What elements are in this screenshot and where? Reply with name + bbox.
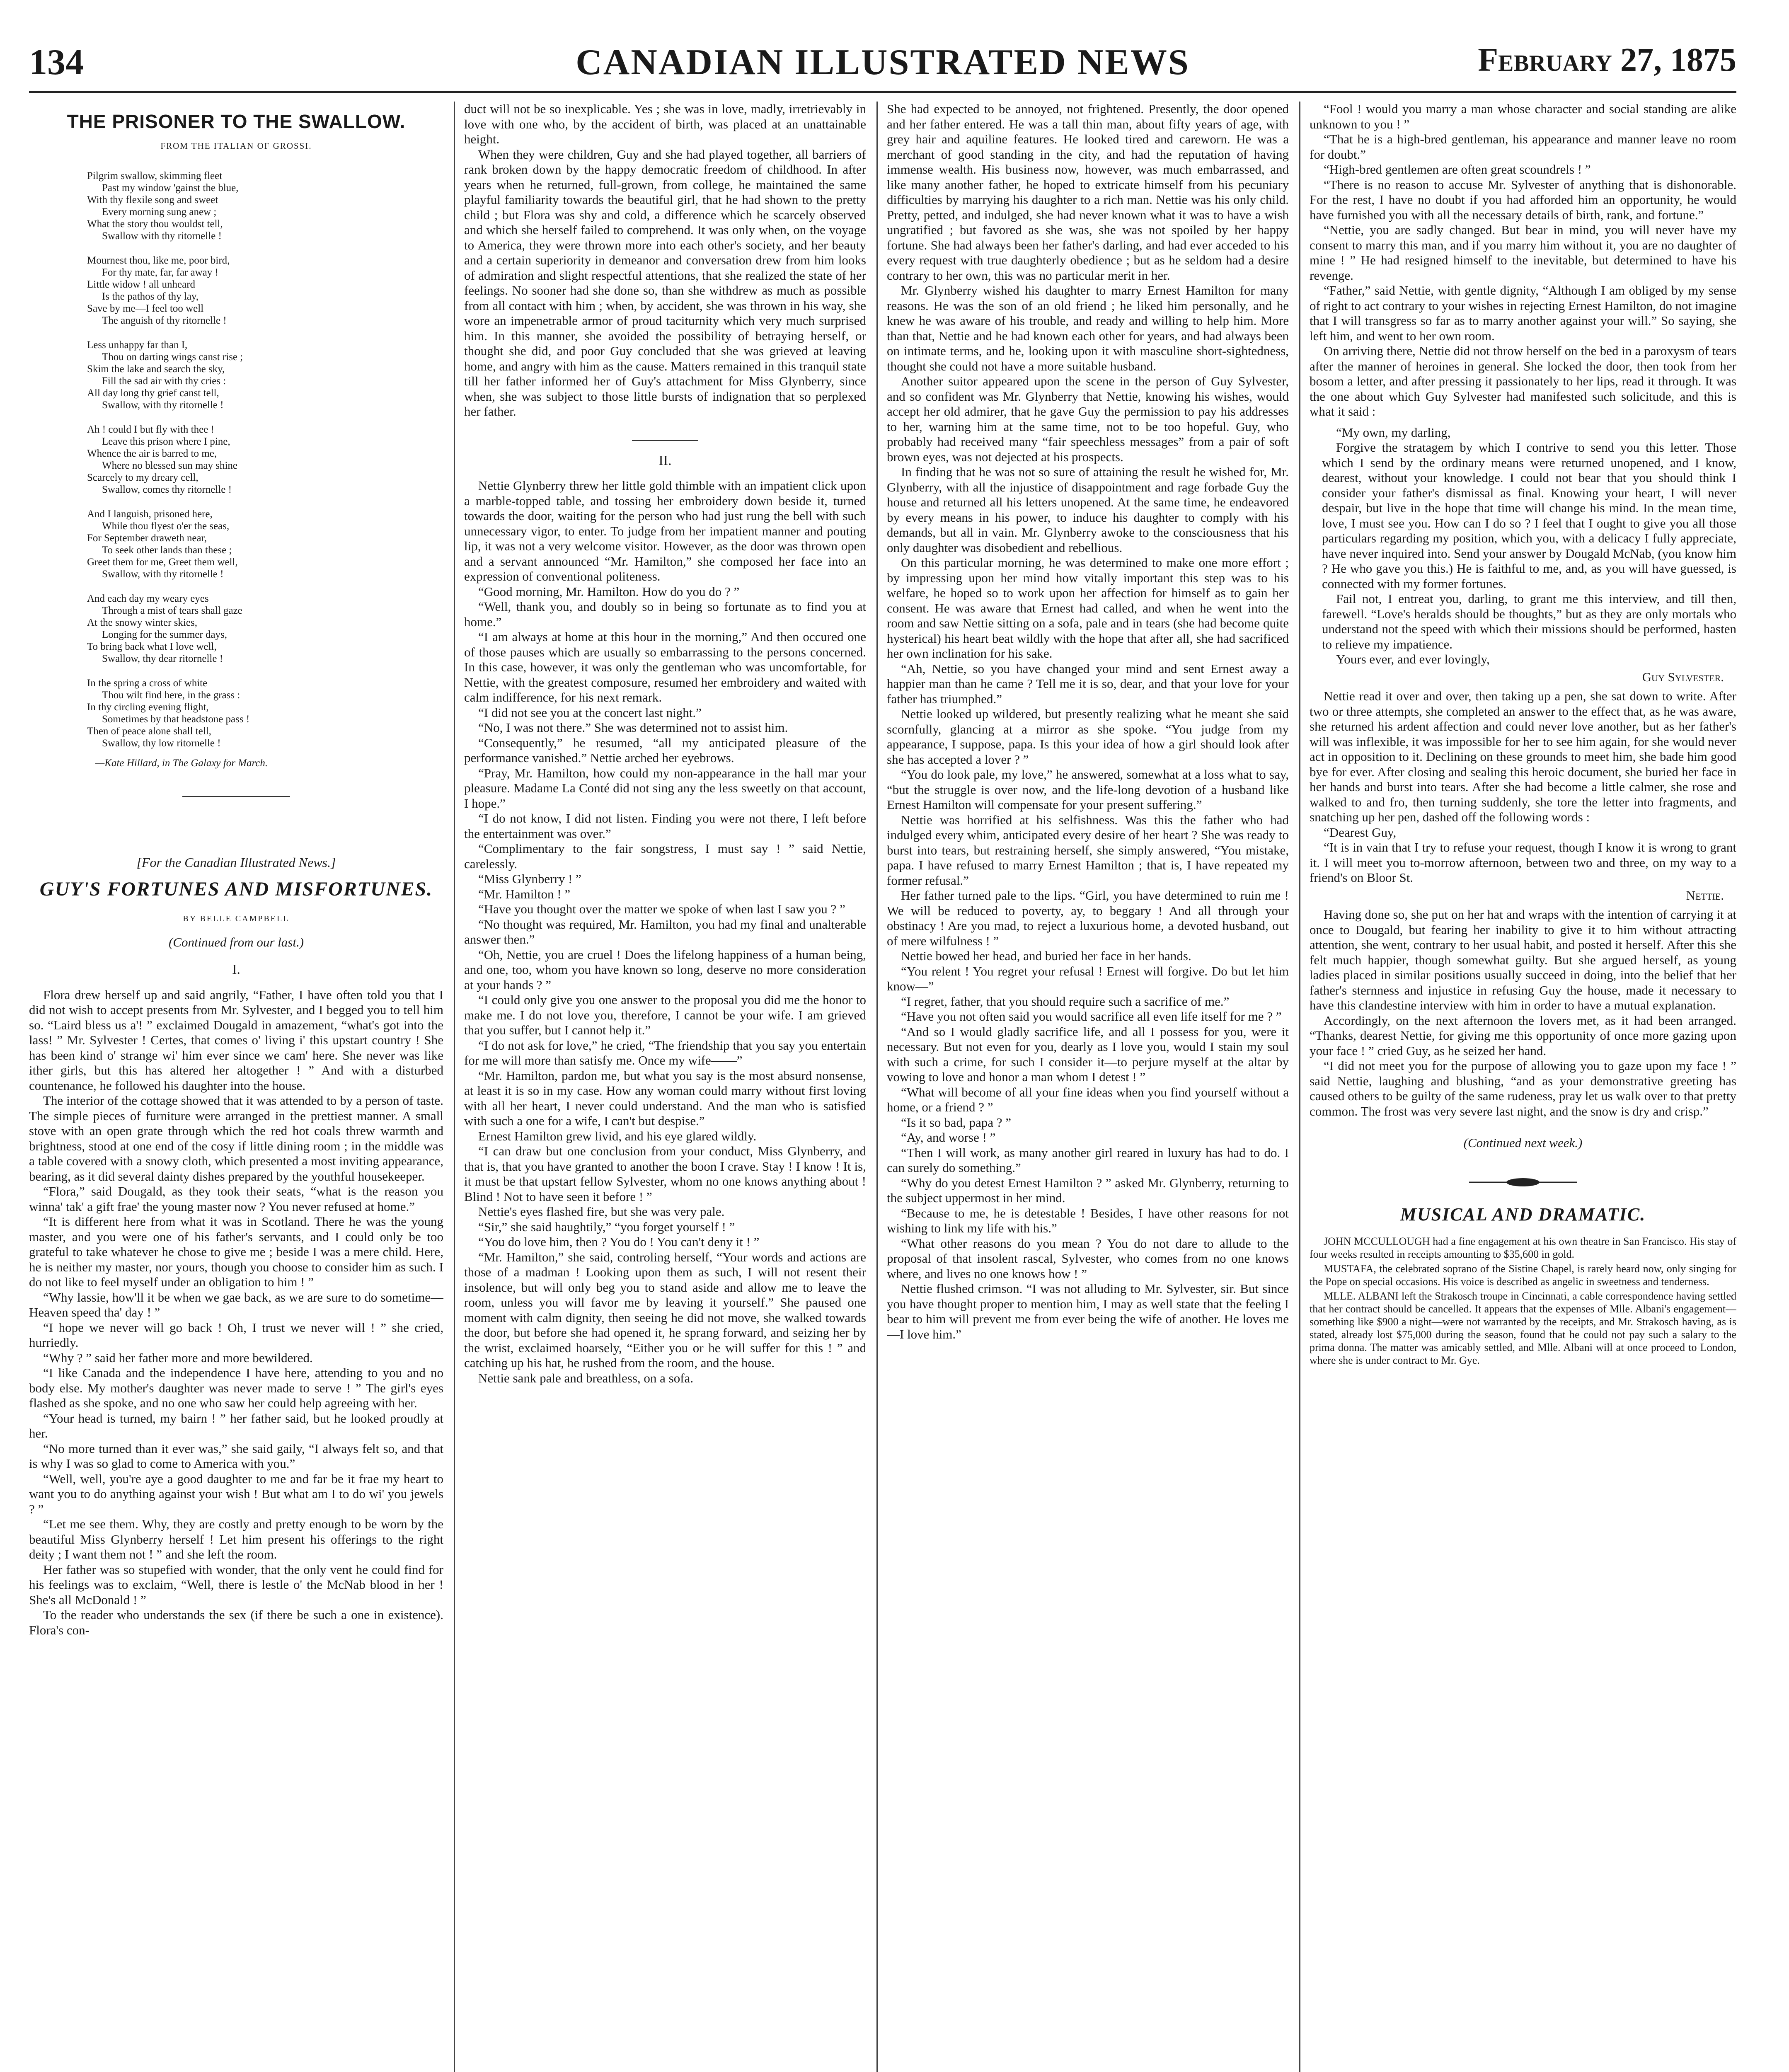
letter-signature: Guy Sylvester. bbox=[1642, 669, 1724, 684]
paragraph: “No more turned than it ever was,” she said gaily, “I always felt so, and that is why I was so glad to come to America with you.” bbox=[29, 1441, 443, 1471]
paragraph: Nettie looked up wildered, but presently realizing what he meant she said scornfully, glancing at a mirror as she spoke. “You judge from my appearance, I suppose, papa. Is this your idea of how a girl should look after she has accepted a lover ? ” bbox=[887, 707, 1289, 767]
paragraph: “I can draw but one conclusion from your conduct, Miss Glynberry, and that is, that you have granted to another the boon I crave. Stay ! I know ! It is, it must be that upstart fellow Sylvester, whom no one knows anything about ! Blind ! Not to have seen it before ! ” bbox=[464, 1144, 866, 1204]
paragraph: On this particular morning, he was determined to make one more effort ; by impressing upon her mind how vitally important this step was to his welfare, he hoped so to work upon her affection for himself as to gain her consent. He was aware that Ernest had called, and when he went into the room and saw Nettie sitting on a sofa, pale and in tears (she had become quite hysterical) his heart beat wildly with the hope that after all, she had sacrificed her own inclination for his sake. bbox=[887, 555, 1289, 661]
paragraph: Yours ever, and ever lovingly, bbox=[1336, 652, 1490, 666]
paragraph: “And so I would gladly sacrifice life, and all I possess for you, were it necessary. But not even for you, dearly as I love you, would I stain my soul with such a crime, for such I consider it—to perjure myself at the altar by vowing to love and honor a man whom I detest ! ” bbox=[887, 1024, 1289, 1084]
paragraph: “No thought was required, Mr. Hamilton, you had my final and unalterable answer then.” bbox=[464, 917, 866, 946]
paragraph: “Why do you detest Ernest Hamilton ? ” asked Mr. Glynberry, returning to the subject uppermost in her mind. bbox=[887, 1175, 1289, 1205]
poem-credit: —Kate Hillard, in The Galaxy for March. bbox=[95, 758, 268, 769]
paragraph: On arriving there, Nettie did not throw herself on the bed in a paroxysm of tears after the manner of heroines in general. She locked the door, then took from her bosom a letter, and after pressing it passionately to her lips, read it through. It was the one about which Guy Sylvester had manifested such solicitude, and this is what it said : bbox=[1310, 344, 1736, 419]
paragraph: “Mr. Hamilton, pardon me, but what you say is the most absurd nonsense, at least it is so in my case. How any woman could marry without first loving with all her heart, I never could understand. And the man who is satisfied with such a one for a wife, I can't but despise.” bbox=[464, 1068, 866, 1128]
note-signature: Nettie. bbox=[1686, 888, 1724, 903]
poem-line: And each day my weary eyes bbox=[87, 593, 209, 604]
poem-stanza bbox=[29, 424, 443, 496]
paragraph: “I hope we never will go back ! Oh, I trust we never will ! ” she cried, hurriedly. bbox=[29, 1320, 443, 1350]
paragraph: “That he is a high-bred gentleman, his appearance and manner leave no room for doubt.” bbox=[1310, 132, 1736, 162]
guy-letter bbox=[1322, 425, 1736, 667]
poem-line: Thou on darting wings canst rise ; bbox=[102, 351, 243, 363]
paragraph: Fail not, I entreat you, darling, to grant me this interview, and till then, farewell. “Love's heralds should be thoughts,” but as they are only mortals who understand not the speed with which their missions should be performed, hasten to relieve my impatience. bbox=[1322, 591, 1736, 651]
paragraph: MUSTAFA, the celebrated soprano of the Sistine Chapel, is rarely heard now, only singing for the Pope on special occasions. His voice is described as angelic in sweetness and tenderness. bbox=[1310, 1262, 1736, 1288]
paragraph: When they were children, Guy and she had played together, all barriers of rank broken down by the happy democratic freedom of childhood. In after years when he returned, full-grown, from college, he maintained the same playful familiarity towards the beautiful girl, that he had shown to the pretty child ; but Flora was shy and cold, a difference which he scarcely observed and which she herself failed to comprehend. It was only when, on the voyage to America, they were thrown more into each other's society, and her beauty and a certain superiority in demeanor and conversation drew from him looks of admiration and slight respectful attentions, that she realized the state of her feelings. No sooner had she done so, than she withdrew as much as possible from all contact with him ; when, by accident, she was thrown in his way, she wore an impenetrable armor of proud taciturnity which very much surprised him. In this manner, she avoided the possibility of betraying herself, or thought she did, and poor Guy concluded that she was grieved at leaving home, and angry with him as the cause. Matters remained in this tranquil state till her father informed her of Guy's attachment for Miss Glynberry, since when, she was subject to those little bursts of indignation that so perplexed her father. bbox=[464, 147, 866, 419]
story-text-col3 bbox=[887, 102, 1289, 1342]
paragraph: “Sir,” she said haughtily,” “you forget yourself ! ” bbox=[478, 1219, 735, 1234]
paragraph: “Complimentary to the fair songstress, I must say ! ” said Nettie, carelessly. bbox=[464, 841, 866, 871]
paragraph: “Good morning, Mr. Hamilton. How do you do ? ” bbox=[478, 584, 740, 599]
poem-line: Whence the air is barred to me, bbox=[87, 448, 217, 459]
poem-line: Pilgrim swallow, skimming fleet bbox=[87, 170, 223, 182]
ornament-divider bbox=[1310, 1176, 1736, 1191]
paragraph: “Because to me, he is detestable ! Besides, I have other reasons for not wishing to link my life with his.” bbox=[887, 1205, 1289, 1235]
poem-line: To bring back what I love well, bbox=[87, 641, 217, 652]
story-text-col4a bbox=[1310, 102, 1736, 419]
poem-title: THE PRISONER TO THE SWALLOW. bbox=[67, 111, 406, 132]
paragraph: “You do look pale, my love,” he answered, somewhat at a loss what to say, “but the struggle is over now, and the life-long devotion of a husband like Ernest Hamilton will compensate for your present suffering.” bbox=[887, 767, 1289, 812]
poem-line: Swallow with thy ritornelle ! bbox=[102, 230, 222, 242]
paragraph: “Mr. Hamilton ! ” bbox=[478, 886, 571, 901]
paragraph: “You do love him, then ? You do ! You can't deny it ! ” bbox=[478, 1234, 760, 1249]
poem-line: Less unhappy far than I, bbox=[87, 339, 188, 351]
story-text-col4b bbox=[1310, 689, 1736, 886]
paragraph: Flora drew herself up and said angrily, “Father, I have often told you that I did not wish to accept presents from Mr. Sylvester, and I begged you to tell him so. “Laird bless us a'! ” exclaimed Dougald in amazement, “what's got into the lass! ” Mr. Sylvester ! Certes, that comes o' living i' this upstart country ! She has been kind o' strange wi' him ever since we cam' here. She never was like ither girls, but this has altered her altogether ! ” And with a disturbed countenance, he followed his daughter into the house. bbox=[29, 987, 443, 1093]
poem-line: Swallow, with thy ritornelle ! bbox=[102, 399, 224, 411]
poem-line: What the story thou wouldst tell, bbox=[87, 218, 223, 230]
paragraph: “Nettie, you are sadly changed. But bear in mind, you will never have my consent to marry this man, and if you marry him without it, you are no daughter of mine ! ” He had resigned himself to the inevitable, but determined to have his revenge. bbox=[1310, 223, 1736, 283]
column-divider bbox=[876, 102, 878, 2072]
poem-line: The anguish of thy ritornelle ! bbox=[102, 315, 227, 326]
poem-line: Skim the lake and search the sky, bbox=[87, 363, 225, 375]
story-continued-note: (Continued from our last.) bbox=[168, 934, 304, 949]
masthead bbox=[29, 41, 1736, 87]
story-text-col2b bbox=[464, 478, 866, 1386]
poem-source: FROM THE ITALIAN OF GROSSI. bbox=[160, 140, 312, 151]
poem-line: Swallow, thy dear ritornelle ! bbox=[102, 653, 223, 664]
paragraph: “What will become of all your fine ideas when you find yourself without a home, or a friend ? ” bbox=[887, 1084, 1289, 1114]
music-section-title: MUSICAL AND DRAMATIC. bbox=[1400, 1204, 1646, 1225]
paragraph: “Have you thought over the matter we spoke of when last I saw you ? ” bbox=[478, 902, 845, 916]
poem-line: Ah ! could I but fly with thee ! bbox=[87, 424, 214, 435]
page-number: 134 bbox=[29, 42, 84, 82]
paragraph: “I could only give you one answer to the proposal you did me the honor to make me. I do not love you, therefore, I cannot be your wife. I am grieved that you suffer, but I cannot help it.” bbox=[464, 992, 866, 1037]
story-byline: BY BELLE CAMPBELL bbox=[183, 914, 290, 923]
poem-line: Longing for the summer days, bbox=[102, 629, 228, 640]
paragraph: “Ay, and worse ! ” bbox=[901, 1130, 996, 1145]
column-4 bbox=[1310, 102, 1736, 2072]
paragraph: “Mr. Hamilton,” she said, controling herself, “Your words and actions are those of a madman ! Looking upon them as such, I will not resent their insolence, but will only beg you to stand aside and allow me to leave the room, unless you will favor me by leaving it yourself.” She paused one moment with calm dignity, then seeing he did not move, she walked towards the door, but before she had opened it, he sprang forward, and seizing her by the wrist, exclaimed hoarsely, “Either you or he will suffer for this ! ” and catching up his hat, he rushed from the room, and the house. bbox=[464, 1249, 866, 1370]
poem-line: Past my window 'gainst the blue, bbox=[102, 182, 239, 194]
poem-body bbox=[29, 170, 443, 749]
poem-stanza bbox=[29, 593, 443, 665]
paragraph: Another suitor appeared upon the scene in the person of Guy Sylvester, and so confident was Mr. Glynberry that Nettie, knowing his wishes, would accept her old admirer, that he gave Guy the permission to pay his addresses to her, warning him at the same time, not to be too hopeful. Guy, who probably had received many “fair speechless messages” from a pair of soft brown eyes, was not dejected at his prospects. bbox=[887, 374, 1289, 464]
poem-line: To seek other lands than these ; bbox=[102, 545, 232, 556]
paragraph: “I did not see you at the concert last night.” bbox=[478, 705, 702, 720]
masthead-rule bbox=[29, 91, 1736, 93]
paragraph: “I like Canada and the independence I have here, attending to you and no body else. My mother's daughter was never made to serve ! ” The girl's eyes flashed as she spoke, and no one who saw her could help agreeing with her. bbox=[29, 1365, 443, 1410]
poem-line: Fill the sad air with thy cries : bbox=[102, 375, 226, 387]
poem-line: And I languish, prisoned here, bbox=[87, 508, 213, 520]
poem-line: Swallow, with thy ritornelle ! bbox=[102, 569, 224, 580]
paragraph: “Have you not often said you would sacrifice all even life itself for me ? ” bbox=[901, 1009, 1282, 1024]
poem-line: Then of peace alone shall tell, bbox=[87, 726, 211, 737]
paragraph: “Is it so bad, papa ? ” bbox=[901, 1115, 1011, 1130]
paragraph: Forgive the stratagem by which I contrive to send you this letter. Those which I send by the ordinary means were returned unopened, and I know, dearest, without your knowledge. I could not bear that you should think I consider your father's dismissal as final. Knowing your heart, I will never despair, but live in the hope that time will change his mind. In the mean time, love, I must see you. How can I do so ? I feel that I ought to give you all those particulars regarding my position, which you, with a delicacy I fully appreciate, have never inquired into. Send your answer by Dougald McNab, (you know him ? He who gave you this.) He is faithful to me, and, as you will have guessed, is connected with my former fortunes. bbox=[1322, 440, 1736, 591]
poem-line: Is the pathos of thy lay, bbox=[102, 291, 199, 302]
paragraph: MLLE. ALBANI left the Strakosch troupe in Cincinnati, a cable correspondence having settled that her contract should be cancelled. It appears that the expenses of Mlle. Albani's engagement—something like $900 a night—were not warranted by the receipts, and Mr. Strakosch having, as is stated, already lost $75,000 during the season, found that he could not pay such a salary to the prima donna. The matter was amicably settled, and Mlle. Albani will at once proceed to London, where she is under contract to Mr. Gye. bbox=[1310, 1290, 1736, 1366]
story-for-tag: [For the Canadian Illustrated News.] bbox=[136, 854, 336, 870]
paragraph: “Why lassie, how'll it be when we gae back, as we are sure to do sometime—Heaven speed tha' day ! ” bbox=[29, 1290, 443, 1319]
paragraph: “I did not meet you for the purpose of allowing you to gaze upon my face ! ” said Nettie, laughing and blushing, “and as your demonstrative greeting has caused others to be guilty of the same rudeness, pray let us walk over to that pretty common. The frost was very severe last night, and the snow is dry and crisp.” bbox=[1310, 1058, 1736, 1118]
paragraph: “What other reasons do you mean ? You do not dare to allude to the proposal of that insolent rascal, Sylvester, who comes from no one knows where, and lives no one knows how ! ” bbox=[887, 1236, 1289, 1281]
paragraph: “My own, my darling, bbox=[1336, 425, 1451, 440]
issue-date: February 27, 1875 bbox=[1478, 42, 1736, 78]
poem-line: Swallow, comes thy ritornelle ! bbox=[102, 484, 232, 495]
paragraph: JOHN MCCULLOUGH had a fine engagement at his own theatre in San Francisco. His stay of four weeks resulted in receipts amounting to $35,600 in gold. bbox=[1310, 1235, 1736, 1260]
paragraph: Accordingly, on the next afternoon the lovers met, as it had been arranged. “Thanks, dearest Nettie, for giving me this opportunity of once more gazing upon your face ! ” cried Guy, as he seized her hand. bbox=[1310, 1013, 1736, 1058]
paragraph: “It is different here from what it was in Scotland. There he was the young master, and you were one of his father's servants, and I could only be too grateful to take whatever he chose to give me ; beside I was a mere child. Here, he is neither my master, nor yours, though you choose to consider him as such. I do not like to feel myself under an obligation to him ! ” bbox=[29, 1214, 443, 1289]
column-1 bbox=[29, 102, 443, 2072]
paragraph: Nettie Glynberry threw her little gold thimble with an impatient click upon a marble-topped table, and tossing her embroidery down beside it, turned towards the door, waiting for the person who had just rung the bell with such unnecessary vigor, to enter. To judge from her impatient manner and pouting lip, it was not a very welcome visitor. However, as the door was thrown open and a servant announced “Mr. Hamilton,” she composed her face into an expression of conventional politeness. bbox=[464, 478, 866, 583]
section-numeral-two: II. bbox=[658, 453, 672, 468]
poem-line: Greet them for me, Greet them well, bbox=[87, 557, 238, 568]
paragraph: “I do not ask for love,” he cried, “The friendship that you say you entertain for me will more than satisfy me. Once my wife——” bbox=[464, 1038, 866, 1067]
columns bbox=[29, 102, 1736, 2072]
poem-line: Mournest thou, like me, poor bird, bbox=[87, 255, 230, 266]
paragraph: The interior of the cottage showed that it was attended to by a person of taste. The simple pieces of furniture were arranged in the prettiest manner. A small stove with an open grate through which the red hot coals threw warmth and brightness, stood at one end of the cosy if little dining room ; in the middle was a table covered with a snowy cloth, which presented a most inviting appearance, bearing, as it did several dainty dishes prepared by the youthful housekeeper. bbox=[29, 1093, 443, 1184]
poem-stanza bbox=[29, 170, 443, 242]
paragraph: Having done so, she put on her hat and wraps with the intention of carrying it at once to Dougald, but fearing her inability to give it to him without attracting attention, she went, contrary to her usual habit, and posted it herself. After this she felt much happier, though somewhat guilty. But she argued herself, as young ladies placed in similar positions usually succeed in doing, into the belief that her father's sternness and injustice in refusing Guy the house, made it necessary to have this clandestine interview with him in order to have a mutual explanation. bbox=[1310, 907, 1736, 1012]
paragraph: Ernest Hamilton grew livid, and his eye glared wildly. bbox=[478, 1128, 757, 1143]
paragraph: “Well, thank you, and doubly so in being so fortunate as to find you at home.” bbox=[464, 599, 866, 629]
music-news-items bbox=[1310, 1235, 1736, 1367]
paragraph: “Fool ! would you marry a man whose character and social standing are alike unknown to you ! ” bbox=[1310, 102, 1736, 131]
paragraph: “Well, well, you're aye a good daughter to me and far be it frae my heart to want you to do anything against your wish ! But what am I to do wi' you jewels ? ” bbox=[29, 1471, 443, 1516]
column-3 bbox=[887, 102, 1289, 2072]
poem-line: Little widow ! all unheard bbox=[87, 279, 196, 290]
poem-stanza bbox=[29, 508, 443, 580]
paragraph: “Consequently,” he resumed, “all my anticipated pleasure of the performance vanished.” Nettie arched her eyebrows. bbox=[464, 735, 866, 765]
paragraph: Nettie's eyes flashed fire, but she was very pale. bbox=[478, 1204, 725, 1219]
paragraph: Nettie was horrified at his selfishness. Was this the father who had indulged every whim, anticipated every desire of her heart ? She was ready to burst into tears, but restraining herself, she simply answered, “You mistake, papa. I have refused to marry Ernest Hamilton ; that is, I have repeated my former refusal.” bbox=[887, 812, 1289, 888]
story-text-col2a bbox=[464, 102, 866, 419]
paragraph: “No, I was not there.” She was determined not to assist him. bbox=[478, 720, 788, 735]
paragraph: Nettie flushed crimson. “I was not alluding to Mr. Sylvester, sir. But since you have thought proper to mention him, I may as well state that the feeling I bear to him will prevent me from ever being the wife of another. He loves me—I love him.” bbox=[887, 1281, 1289, 1341]
paragraph: “I am always at home at this hour in the morning,” And then occured one of those pauses which are usually so embarrassing to the persons concerned. In this case, however, it was only the gentleman who was uncomfortable, for Nettie, with the greatest composure, resumed her embroidery and waited with calm indifference, for his next remark. bbox=[464, 629, 866, 704]
poem-line: With thy flexile song and sweet bbox=[87, 194, 218, 206]
column-divider bbox=[1299, 102, 1300, 2072]
paragraph: “I do not know, I did not listen. Finding you were not there, I left before the entertainment was over.” bbox=[464, 811, 866, 841]
story-text-col4c bbox=[1310, 907, 1736, 1119]
paragraph: Nettie sank pale and breathless, on a sofa. bbox=[478, 1370, 694, 1385]
paragraph: “Oh, Nettie, you are cruel ! Does the lifelong happiness of a human being, and one, too, whom you have known so long, deserve no more consideration at your hands ? ” bbox=[464, 947, 866, 992]
paragraph: Her father was so stupefied with wonder, that the only vent he could find for his feelings was to exclaim, “Well, there is lestle o' the McNab blood in her ! She's all McDonald ! ” bbox=[29, 1562, 443, 1607]
poem-line: Thou wilt find here, in the grass : bbox=[102, 690, 240, 701]
paragraph: “Why ? ” said her father more and more bewildered. bbox=[43, 1350, 313, 1365]
paragraph: To the reader who understands the sex (if there be such a one in existence). Flora's con- bbox=[29, 1607, 443, 1637]
poem-line: In thy circling evening flight, bbox=[87, 702, 209, 713]
poem-line: Every morning sung anew ; bbox=[102, 206, 217, 218]
poem-stanza bbox=[29, 339, 443, 411]
poem-line: Sometimes by that headstone pass ! bbox=[102, 714, 250, 725]
poem-line: Scarcely to my dreary cell, bbox=[87, 472, 199, 483]
poem-line: For thy mate, far, far away ! bbox=[102, 267, 218, 278]
paragraph: “There is no reason to accuse Mr. Sylvester of anything that is dishonorable. For the rest, I have no doubt if you had afforded him an opportunity, he would have furnished you with all the necessary details of birth, rank, and fortune.” bbox=[1310, 177, 1736, 222]
poem-line: In the spring a cross of white bbox=[87, 678, 208, 689]
paragraph: “Father,” said Nettie, with gentle dignity, “Although I am obliged by my sense of right to act contrary to your wishes in rejecting Ernest Hamilton, do not imagine that I will transgress so far as to marry another against your will.” So saying, she left him, and went to her own room. bbox=[1310, 283, 1736, 343]
poem-line: All day long thy grief canst tell, bbox=[87, 387, 219, 399]
paragraph: “Miss Glynberry ! ” bbox=[478, 871, 581, 886]
story-title: GUY'S FORTUNES AND MISFORTUNES. bbox=[39, 878, 433, 900]
poem-line: Where no blessed sun may shine bbox=[102, 460, 238, 471]
column-2 bbox=[464, 102, 866, 2072]
paragraph: In finding that he was not so sure of attaining the result he wished for, Mr. Glynberry, with all the injustice of disappointment and rage forbade Guy the house and returned all his letters unopened. At the same time, he endeavored by every means in his power, to induce his daughter to comply with his demands, but all in vain. Mr. Glynberry awoke to the consciousness that his only daughter was disobedient and rebellious. bbox=[887, 465, 1289, 555]
paragraph: “Pray, Mr. Hamilton, how could my non-appearance in the hall mar your pleasure. Madame La Conté did not sing any the less sweetly on that account, I hope.” bbox=[464, 765, 866, 811]
section-rule bbox=[182, 796, 290, 797]
poem-stanza bbox=[29, 677, 443, 749]
poem-line: While thou flyest o'er the seas, bbox=[102, 520, 230, 532]
continued-next-week: (Continued next week.) bbox=[1463, 1135, 1583, 1150]
paragraph: “Dearest Guy, bbox=[1324, 825, 1397, 840]
paragraph: duct will not be so inexplicable. Yes ; she was in love, madly, irretrievably in love with one who, by the accident of birth, was placed at an unattainable height. bbox=[464, 102, 866, 146]
poem-line: Through a mist of tears shall gaze bbox=[102, 605, 242, 616]
newspaper-title: CANADIAN ILLUSTRATED NEWS bbox=[576, 42, 1190, 82]
paragraph: “You relent ! You regret your refusal ! Ernest will forgive. Do but let him know—” bbox=[887, 963, 1289, 993]
paragraph: Nettie bowed her head, and buried her face in her hands. bbox=[901, 949, 1191, 963]
paragraph: “Then I will work, as many another girl reared in luxury has had to do. I can surely do something.” bbox=[887, 1145, 1289, 1175]
paragraph: “I regret, father, that you should require such a sacrifice of me.” bbox=[901, 994, 1230, 1009]
paragraph: She had expected to be annoyed, not frightened. Presently, the door opened and her father entered. He was a tall thin man, about fifty years of age, with grey hair and aquiline features. He looked tired and careworn. He was a merchant of good standing in the city, and had the reputation of having immense wealth. His business now, however, was much embarrassed, and like many another father, he hoped to extricate himself from his pecuniary difficulties by marrying his daughter to a rich man. Nettie was his only child. Pretty, petted, and indulged, she had never known what it was to have a wish ungratified ; but favored as she was, she was not spoiled by her happy fortune. She had always been her father's darling, and had ever acceded to his every request with true daughterly obedience ; but as he seldom had a desire contrary to her own, this was no particular merit in her. bbox=[887, 102, 1289, 283]
poem-stanza bbox=[29, 254, 443, 327]
story-text-col1 bbox=[29, 988, 443, 1638]
paragraph: “It is in vain that I try to refuse your request, though I know it is wrong to grant it. I will meet you to-morrow afternoon, between two and three, on my way to a friend's on Bloor St. bbox=[1310, 840, 1736, 885]
section-rule bbox=[632, 440, 698, 441]
paragraph: Mr. Glynberry wished his daughter to marry Ernest Hamilton for many reasons. He was the son of an old friend ; he liked him personally, and he knew he was aware of his trouble, and ready and willing to help him. More than that, Nettie and he had known each other for years, and had always been on intimate terms, and he, looking upon it with masculine short-sightedness, thought she could not have a more suitable husband. bbox=[887, 283, 1289, 373]
paragraph: Nettie read it over and over, then taking up a pen, she sat down to write. After two or three attempts, she completed an answer to the effect that, as he was aware, she returned his ardent affection and could never love another, but as her father's will was inflexible, it was impossible for her to see him again, for she would never act in opposition to it. Declining on these grounds to meet him, she bade him good bye for ever. After closing and sealing this heroic document, she buried her face in her hands and burst into tears. After she had become a little calmer, she rose and walked to and fro, then turning suddenly, she tore the letter into fragments, and snatching up her pen, dashed off the following words : bbox=[1310, 689, 1736, 824]
poem-line: Leave this prison where I pine, bbox=[102, 436, 230, 447]
poem-line: Swallow, thy low ritornelle ! bbox=[102, 738, 221, 749]
paragraph: “High-bred gentlemen are often great scoundrels ! ” bbox=[1324, 162, 1591, 177]
paragraph: “Ah, Nettie, so you have changed your mind and sent Ernest away a happier man than he came ? Tell me it is so, dear, and that your love for your father has triumphed.” bbox=[887, 661, 1289, 706]
paragraph: “Flora,” said Dougald, as they took their seats, “what is the reason you winna' tak' a gift frae' the young master now ? You never refused at home.” bbox=[29, 1184, 443, 1214]
paragraph: Her father turned pale to the lips. “Girl, you have determined to ruin me ! We will be reduced to poverty, ay, to beggary ! And all through your obstinacy ! Are you mad, to reject a luxurious home, a devoted husband, out of mere wilfulness ! ” bbox=[887, 888, 1289, 948]
column-divider bbox=[454, 102, 455, 2072]
poem-line: Save by me—I feel too well bbox=[87, 303, 204, 314]
paragraph: “Your head is turned, my bairn ! ” her father said, but he looked proudly at her. bbox=[29, 1411, 443, 1440]
paragraph: “Let me see them. Why, they are costly and pretty enough to be worn by the beautiful Miss Glynberry herself ! Let him present his offerings to the right deity ; I want them not ! ” and she left the room. bbox=[29, 1517, 443, 1561]
poem-line: At the snowy winter skies, bbox=[87, 617, 197, 628]
poem-line: For September draweth near, bbox=[87, 533, 207, 544]
section-numeral-one: I. bbox=[232, 962, 240, 977]
ornament-rule-icon bbox=[1461, 1176, 1585, 1188]
